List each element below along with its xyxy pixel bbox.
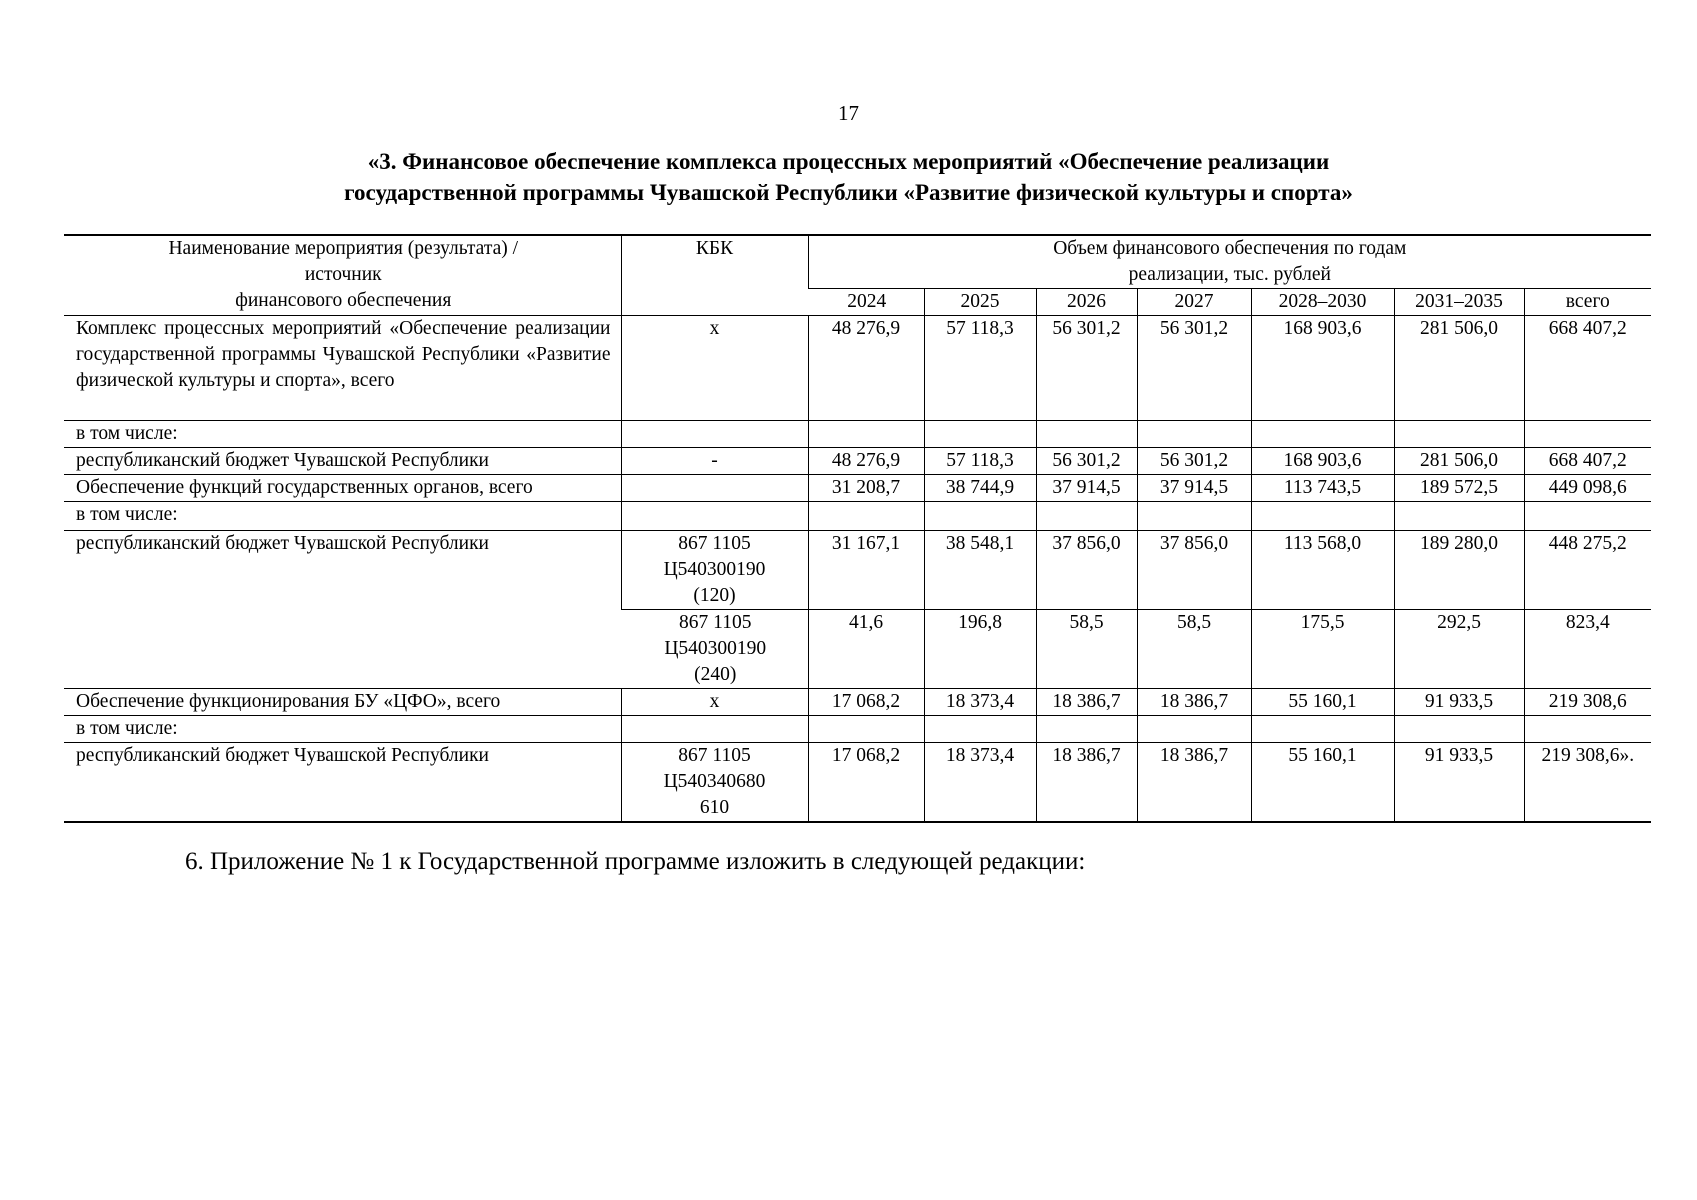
header-name-line-3: финансового обеспечения (235, 290, 452, 311)
table-row (64, 475, 1651, 502)
row-name: в том числе: (64, 502, 621, 531)
value-2025: 38 548,1 (924, 531, 1036, 610)
value-2031-2035: 189 572,5 (1394, 475, 1524, 502)
value-total: 668 407,2 (1524, 448, 1651, 475)
row-kbk (621, 531, 808, 610)
header-name-line-2: источник (304, 264, 382, 285)
row-name: республиканский бюджет Чувашской Республики (64, 531, 621, 689)
row-name: Обеспечение функционирования БУ «ЦФО», всего (64, 689, 621, 716)
row-kbk: х (621, 689, 808, 716)
header-volume-line-2: реализации, тыс. рублей (1128, 264, 1331, 285)
value-2031-2035: 189 280,0 (1394, 531, 1524, 610)
header-name-line-1: Наименование мероприятия (результата) / (168, 238, 519, 259)
value-2027: 37 856,0 (1137, 531, 1251, 610)
row-kbk: - (621, 448, 808, 475)
kbk-line-3: (120) (693, 585, 736, 606)
value-2026: 18 386,7 (1036, 689, 1137, 716)
header-volume (808, 235, 1651, 289)
kbk-line-2: Ц540300190 (664, 638, 767, 659)
header-total: всего (1524, 289, 1651, 316)
value-2026: 58,5 (1036, 610, 1137, 689)
value-2024: 31 167,1 (808, 531, 924, 610)
kbk-line-1: 867 1105 (678, 533, 751, 554)
value-total: 219 308,6 (1524, 689, 1651, 716)
header-year-2028-2030: 2028–2030 (1251, 289, 1394, 316)
value-total: 668 407,2 (1524, 316, 1651, 421)
table-header-row (64, 235, 1651, 289)
value-2026: 37 914,5 (1036, 475, 1137, 502)
row-name: республиканский бюджет Чувашской Республики (64, 743, 621, 823)
kbk-line-3: 610 (699, 797, 730, 818)
value-total: 449 098,6 (1524, 475, 1651, 502)
footer-paragraph: 6. Приложение № 1 к Государственной программе изложить в следующей редакции: (185, 848, 1086, 875)
financing-table (64, 234, 1651, 823)
header-volume-line-1: Объем финансового обеспечения по годам (1053, 238, 1407, 259)
value-2025: 38 744,9 (924, 475, 1036, 502)
row-kbk (621, 475, 808, 502)
row-name: республиканский бюджет Чувашской Республики (64, 448, 621, 475)
table-row (64, 531, 1651, 610)
header-year-2025: 2025 (924, 289, 1036, 316)
value-2027: 37 914,5 (1137, 475, 1251, 502)
value-total: 823,4 (1524, 610, 1651, 689)
value-2028-2030: 113 568,0 (1251, 531, 1394, 610)
page-number: 17 (838, 101, 859, 125)
value-2026: 18 386,7 (1036, 743, 1137, 823)
table-row (64, 448, 1651, 475)
value-2028-2030: 113 743,5 (1251, 475, 1394, 502)
kbk-line-1: 867 1105 (678, 745, 751, 766)
row-kbk (621, 610, 808, 689)
table-row (64, 316, 1651, 421)
row-name: в том числе: (64, 716, 621, 743)
value-2028-2030: 168 903,6 (1251, 316, 1394, 421)
value-2027: 56 301,2 (1137, 448, 1251, 475)
row-name: Обеспечение функций государственных органов, всего (64, 475, 621, 502)
value-2026: 56 301,2 (1036, 448, 1137, 475)
value-2028-2030: 55 160,1 (1251, 689, 1394, 716)
value-2024: 17 068,2 (808, 689, 924, 716)
value-2026: 56 301,2 (1036, 316, 1137, 421)
table-row (64, 743, 1651, 823)
row-kbk: х (621, 316, 808, 421)
header-year-2024: 2024 (847, 291, 887, 312)
title-line-1: «3. Финансовое обеспечение комплекса процессных мероприятий «Обеспечение реализации (367, 149, 1330, 174)
kbk-line-3: (240) (694, 664, 737, 685)
value-2028-2030: 55 160,1 (1251, 743, 1394, 823)
header-name-column (64, 235, 621, 316)
table-row (64, 716, 1651, 743)
value-total: 219 308,6». (1524, 743, 1651, 823)
value-2024: 41,6 (808, 610, 924, 689)
value-2028-2030: 168 903,6 (1251, 448, 1394, 475)
header-kbk: КБК (621, 235, 808, 316)
value-2024: 17 068,2 (808, 743, 924, 823)
title-line-2: государственной программы Чувашской Республики «Развитие физической культуры и спорта» (344, 180, 1353, 205)
value-2028-2030: 175,5 (1251, 610, 1394, 689)
value-2025: 18 373,4 (924, 743, 1036, 823)
header-year-2027: 2027 (1137, 289, 1251, 316)
row-kbk (621, 743, 808, 823)
kbk-line-1: 867 1105 (679, 612, 752, 633)
table-row (64, 689, 1651, 716)
value-total: 448 275,2 (1524, 531, 1651, 610)
value-2027: 58,5 (1137, 610, 1251, 689)
kbk-line-2: Ц540300190 (663, 559, 766, 580)
value-2031-2035: 91 933,5 (1394, 743, 1524, 823)
kbk-line-2: Ц540340680 (663, 771, 766, 792)
value-2025: 57 118,3 (924, 448, 1036, 475)
value-2031-2035: 91 933,5 (1394, 689, 1524, 716)
header-year-2026: 2026 (1036, 289, 1137, 316)
value-2026: 37 856,0 (1036, 531, 1137, 610)
row-name: Комплекс процессных мероприятий «Обеспечение реализации государственной программы Чувашской Республики «Развитие физической культуры и спорта», всего (64, 316, 621, 421)
row-name: в том числе: (64, 421, 621, 448)
value-2024: 48 276,9 (808, 316, 924, 421)
value-2027: 18 386,7 (1137, 743, 1251, 823)
value-2027: 56 301,2 (1137, 316, 1251, 421)
document-title (0, 146, 1697, 208)
value-2025: 57 118,3 (924, 316, 1036, 421)
table-row (64, 502, 1651, 531)
value-2031-2035: 281 506,0 (1394, 316, 1524, 421)
table-row (64, 421, 1651, 448)
header-year-2031-2035: 2031–2035 (1394, 289, 1524, 316)
value-2024: 31 208,7 (808, 475, 924, 502)
value-2024: 48 276,9 (808, 448, 924, 475)
value-2031-2035: 292,5 (1394, 610, 1524, 689)
value-2027: 18 386,7 (1137, 689, 1251, 716)
value-2025: 196,8 (924, 610, 1036, 689)
value-2025: 18 373,4 (924, 689, 1036, 716)
value-2031-2035: 281 506,0 (1394, 448, 1524, 475)
